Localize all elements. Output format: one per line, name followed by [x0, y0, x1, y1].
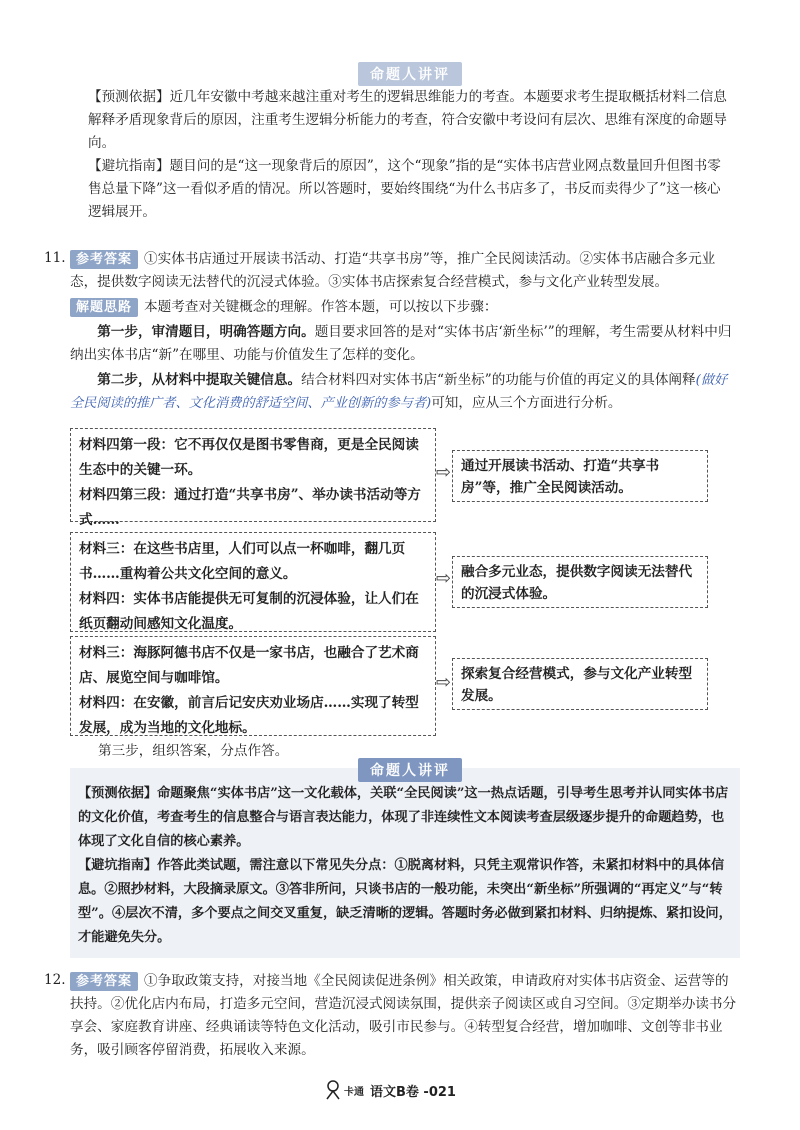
- step1: 第一步，审清题目，明确答题方向。题目要求回答的是对“实体书店‘新坐标’”的理解，考生需要从材料中归纳出实体书店“新”在哪里、功能与价值发生了怎样的变化。: [70, 324, 732, 363]
- commentary-mid: [70, 768, 740, 958]
- prediction-basis: 【预测依据】近几年安徽中考越来越注重对考生的逻辑思维能力的考查。本题要求考生提取概括材料二信息解释矛盾现象背后的原因，注重考生逻辑分析能力的考查，符合安徽中考设问有层次、思维有深度的命题导向。: [88, 89, 727, 151]
- material-box-1: 材料四第一段：它不再仅仅是图书零售商，更是全民阅读生态中的关键一环。 材料四第三段：通过打造“共享书房”、举办读书活动等方式……: [70, 428, 436, 522]
- arrow-right-icon: ⇨: [436, 672, 452, 693]
- q12-answer: 参考答案 ①争取政策支持，对接当地《全民阅读促进条例》相关政策，申请政府对实体书店资金、运营等的扶持。②优化店内布局，打造多元空间，营造沉浸式阅读氛围，提供亲子阅读区或自习空间。③定期举办读书分享会、家庭教育讲座、经典诵读等特色文化活动，吸引市民参与。④转型复合经营，增加咖啡、文创等非书业务，吸引顾客停留消费，拓展收入来源。: [70, 973, 737, 1058]
- step2: 第二步，从材料中提取关键信息。结合材料四对实体书店“新坐标”的功能与价值的再定义的具体阐释(做好全民阅读的推广者、文化消费的舒适空间、产业创新的参与者)可知，应从三个方面进行分析。: [70, 372, 728, 411]
- summary-box-3: 探索复合经营模式，参与文化产业转型发展。: [452, 658, 708, 710]
- pitfall-guide: 【避坑指南】题目问的是“这一现象背后的原因”，这个“现象”指的是“实体书店营业网点数量回升但图书零售总量下降”这一看似矛盾的情况。所以答题时，要始终围绕“为什么书店多了，书反而卖得少了”这一核心逻辑展开。: [88, 158, 721, 220]
- commentary-top: [88, 86, 728, 224]
- material-box-3: 材料三：海豚阿德书店不仅是一家书店，也融合了艺术商店、展览空间与咖啡馆。 材料四：在安徽，前言后记安庆劝业场店……实现了转型发展，成为当地的文化地标。: [70, 636, 436, 736]
- answer-tag: 参考答案: [70, 972, 138, 991]
- handwritten-note: (做好全民阅读的推广者、文化消费的舒适空间、产业创新的参与者): [70, 373, 728, 411]
- mascot-logo-icon: 卡通: [324, 1080, 364, 1100]
- pitfall-guide: 【避坑指南】作答此类试题，需注意以下常见失分点：①脱离材料，只凭主观常识作答，未紧扣材料中的具体信息。②照抄材料，大段摘录原文。③答非所问，只谈书店的一般功能，未突出“新坐标”所强调的“再定义”与“转型”。④层次不清，多个要点之间交叉重复，缺乏清晰的逻辑。答题时务必做到紧扣材料、归纳提炼、紧扣设问，才能避免失分。: [78, 858, 732, 945]
- thinking-tag: 解题思路: [70, 298, 138, 317]
- arrow-right-icon: ⇨: [436, 568, 452, 589]
- section-banner-top: 命题人讲评: [358, 62, 462, 86]
- question-number-12: 12.: [44, 972, 66, 988]
- step3: 第三步，组织答案，分点作答。: [98, 743, 289, 759]
- footer: [324, 1080, 456, 1100]
- summary-box-1: 通过开展读书活动、打造“共享书房”等，推广全民阅读活动。: [452, 450, 708, 502]
- prediction-basis: 【预测依据】命题聚焦“实体书店”这一文化载体，关联“全民阅读”这一热点话题，引导考生思考并认同实体书店的文化价值，考查考生的信息整合与语言表达能力，体现了非连续性文本阅读考查层级逐步提升的命题趋势，也体现了文化自信的核心素养。: [78, 786, 729, 849]
- q11-answer: 参考答案 ①实体书店通过开展读书活动、打造“共享书房”等，推广全民阅读活动。②实体书店融合多元业态，提供数字阅读无法替代的沉浸式体验。③实体书店探索复合经营模式，参与文化产业转型发展。 解题思路 本题考查对关键概念的理解。作答本题，可以按以下步骤： 第一步，审清题目，明确答题方向。题目要求回答的是对“实体书店‘新坐标’”的理解，考生需要从材料中归纳出实体书店“新”在哪里、功能与价值发生了怎样的变化。 第二步，从材料中提取关键信息。结合材料四对实体书店“新坐标”的功能与价值的再定义的具体阐释(做好全民阅读的推广者、文化消费的舒适空间、产业创新的参与者)可知，应从三个方面进行分析。: [70, 248, 738, 415]
- question-number-11: 11.: [44, 250, 66, 266]
- section-banner-mid: 命题人讲评: [358, 758, 462, 782]
- material-box-2: 材料三：在这些书店里，人们可以点一杯咖啡，翻几页书……重构着公共文化空间的意义。 材料四：实体书店能提供无可复制的沉浸体验，让人们在纸页翻动间感知文化温度。: [70, 532, 436, 632]
- arrow-right-icon: ⇨: [436, 462, 452, 483]
- summary-box-2: 融合多元业态，提供数字阅读无法替代的沉浸式体验。: [452, 556, 708, 608]
- answer-tag: 参考答案: [70, 250, 138, 269]
- page-label: 语文B卷 -021: [370, 1084, 456, 1100]
